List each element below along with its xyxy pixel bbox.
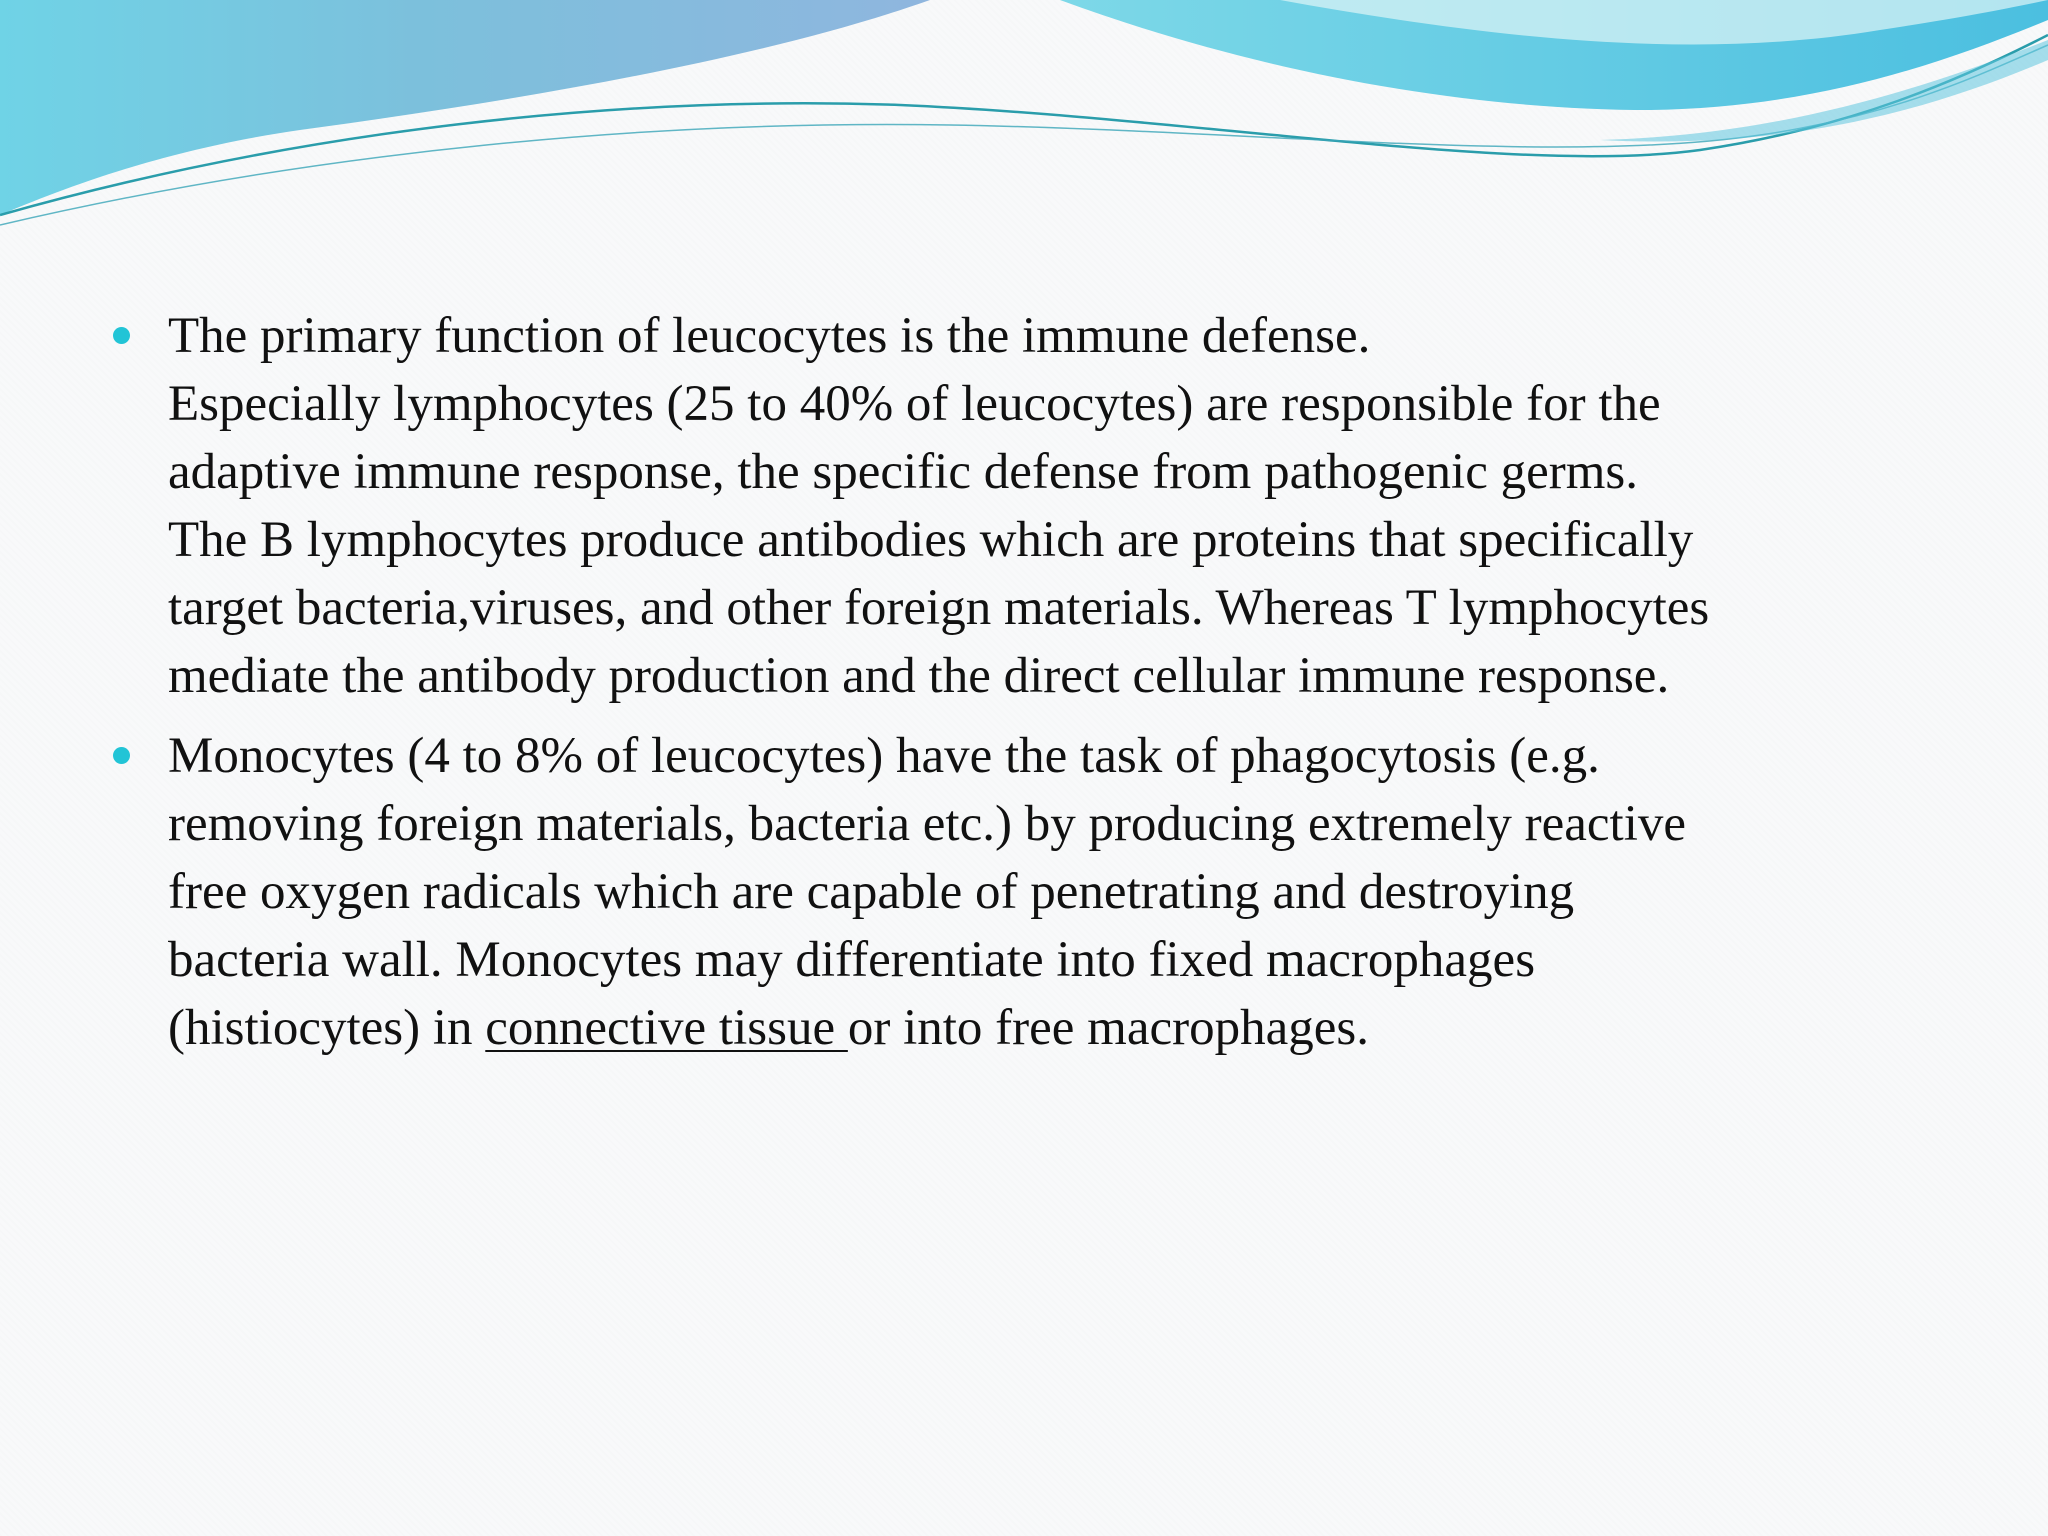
line-text-before-link: (histiocytes) in (168, 1000, 486, 1056)
bullet-item (100, 722, 1980, 1062)
line-text-after-link: or into free macrophages. (847, 1000, 1369, 1056)
bullet-line: The B lymphocytes produce antibodies which are proteins that specifically (168, 512, 1694, 568)
connective-tissue-link[interactable]: connective tissue (485, 1000, 848, 1056)
bullet-dot-icon (113, 327, 130, 344)
bullet-line: Especially lymphocytes (25 to 40% of leucocytes) are responsible for the (168, 376, 1661, 432)
bullet-line: target bacteria,viruses, and other foreign materials. Whereas T lymphocytes (168, 580, 1710, 636)
header-wave-decoration (0, 0, 2048, 240)
bullet-line: The primary function of leucocytes is the immune defense. (168, 308, 1371, 364)
bullet-line: Monocytes (4 to 8% of leucocytes) have the task of phagocytosis (e.g. (168, 728, 1600, 784)
bullet-list (100, 302, 1980, 1074)
bullet-line-with-link (168, 994, 1980, 1062)
bullet-line: mediate the antibody production and the direct cellular immune response. (168, 648, 1670, 704)
bullet-line: removing foreign materials, bacteria etc.) by producing extremely reactive (168, 796, 1686, 852)
bullet-item (100, 302, 1980, 710)
bullet-line: bacteria wall. Monocytes may differentiate into fixed macrophages (168, 932, 1536, 988)
bullet-line: free oxygen radicals which are capable of penetrating and destroying (168, 864, 1575, 920)
bullet-line: adaptive immune response, the specific defense from pathogenic germs. (168, 444, 1638, 500)
bullet-dot-icon (113, 747, 130, 764)
